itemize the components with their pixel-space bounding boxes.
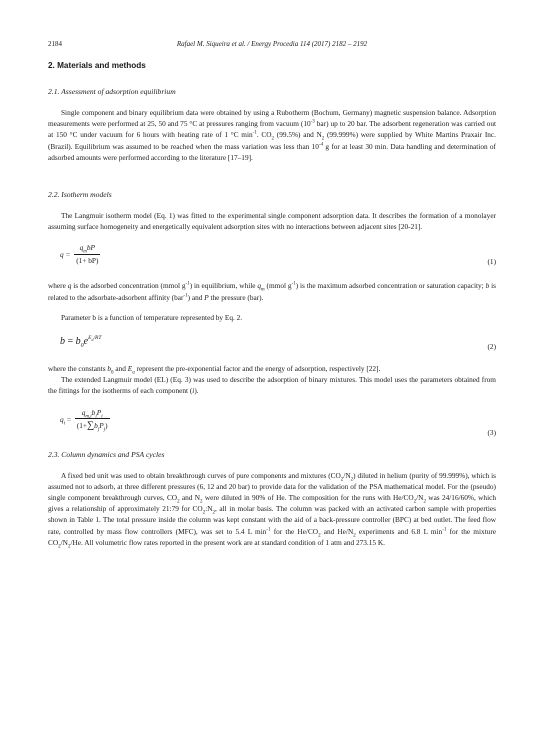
page-number: 2184	[48, 40, 62, 48]
eq1-fraction: $\frac{q_mbP}{(1+ bP)}$	[76, 243, 99, 265]
equation-2: $b = b_0e^{E_a/RT}$ (2)	[60, 334, 496, 352]
subsection-title-column-dynamics: 2.3. Column dynamics and PSA cycles	[48, 449, 165, 459]
eq2-b: b	[60, 336, 65, 348]
running-header	[48, 38, 496, 50]
subsection-title-adsorption-equilibrium: 2.1. Assessment of adsorption equilibrium	[48, 87, 176, 96]
paragraph-eq2-constants: where the constants $b_0$ and $E_a$ represent the pre-exponential factor and the energy of adsorption, respectively [22].	[48, 364, 381, 376]
running-title: Rafael M. Siqueira et al. / Energy Procedia 114 (2017) 2182 – 2192	[176, 40, 368, 48]
paragraph-langmuir-variables: where q is the adsorbed concentration (mmol $g^{-1}$) in equilibrium, while $q_m$ (mmol $g^{-1}$) is the maximum adsorbed concentration or saturation capacity; b is related to the adsorbate-adsorbent affinity (bar$^{-1}$) and P the pressure (bar).	[48, 281, 496, 302]
eq3-lhs: q	[60, 414, 64, 424]
equation-1-number: (1)	[487, 257, 496, 267]
paragraph-langmuir-intro: The Langmuir isotherm model (Eq. 1) was fitted to the experimental single component adsorption data. It describes the formation of a monolayer assuming surface homogeneity and energetically equivalent adsorption sites with no interactions between adjacent sites [20-21].	[48, 211, 496, 232]
article-body	[48, 60, 496, 548]
equation-2-number: (2)	[487, 342, 496, 352]
equation-3-number: (3)	[487, 427, 496, 437]
paragraph-column-dynamics: A fixed bed unit was used to obtain breakthrough curves of pure components and mixtures $(CO_2/N_2)$ diluted in helium (purity of 99.999%), which is assumed not to adsorb, at three different pressures (6, 12 and 20 bar) to provide data for the validation of the PSA mathematical model. For the (pseudo) single component breakthrough curves, $CO_2$ and $N_2$ were diluted in 90% of He. The composition for the runs with $He/CO_2/N_2$ was 24/16/60%, which gives a relationship of approximately 21:79 for $CO_2:N_2$, all in molar basis. The column was packed with an activated carbon sample with properties shown in Table 1. The total pressure inside the column was kept constant with the aid of a back-pressure controller (BPC) at bed outlet. The feed flow rate, controlled by mass flow controllers (MFC), was set to 5.4 L $\min^{-1}$ for the $He/CO_2$ and $He/N_2$ experiments and 6.8 L $\min^{-1}$ for the mixture $CO_2/N_2/He$. All volumetric flow rates reported in the present work are at standard condition of 1 atm and 273.15 K.	[48, 470, 496, 550]
paragraph-extended-langmuir: The extended Langmuir model (EL) (Eq. 3) was used to describe the adsorption of binary mixtures. This model uses the parameters obtained from the fittings for the isotherms of each component (i).	[48, 375, 496, 396]
equation-3: $q_i$ = $\frac{q_{m,i}b_iP_i}{(1+\sum b_jP_j)}$ (3)	[60, 407, 496, 437]
equation-1	[48, 241, 496, 271]
eq3-fraction: $\frac{q_{m,i}b_iP_i}{(1+\sum b_jP_j)}$	[76, 407, 108, 433]
paragraph-adsorption-equilibrium: Single component and binary equilibrium data were obtained by using a Rubotherm (Bochum, Germany) magnetic suspension balance. Adsorption measurements were performed at 25, 50 and 75 °C at pressures ranging from vacuum ($10^{-3}$ bar) up to 20 bar. The adsorbent regeneration was carried out at 150 °C under vacuum for 6 hours with heating rate of 1 °C $\min^{-1}$. $CO_2$ (99.5%) and $N_2$ (99.999%) were supplied by White Martins Praxair Inc. (Brazil). Equilibrium was assumed to be reached when the mass variation was less than $10^{-4}$ g for at least 30 min. Data handling and determination of adsorbed amounts were performed according to the literature [17–19].	[48, 108, 496, 162]
eq1-lhs: q =	[60, 249, 71, 259]
paragraph-parameter-b: Parameter b is a function of temperature represented by Eq. 2.	[61, 312, 243, 322]
section-title: 2. Materials and methods	[48, 61, 146, 70]
subsection-title-isotherm-models: 2.2. Isotherm models	[48, 190, 112, 200]
